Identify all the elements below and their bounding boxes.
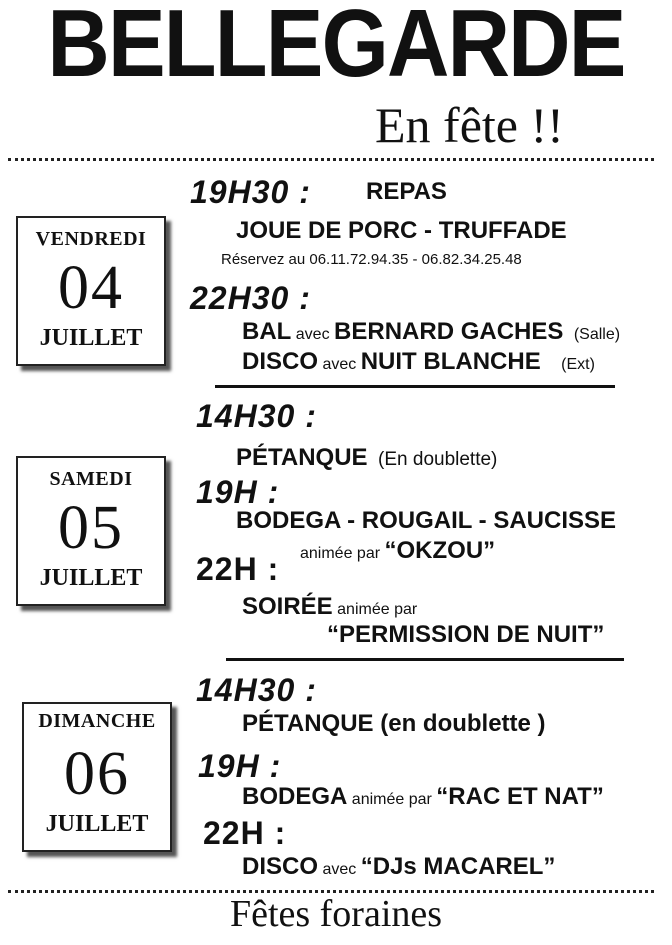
event-detail: BODEGA - ROUGAIL - SAUCISSE	[236, 507, 617, 534]
event-time: 19H :	[198, 748, 282, 784]
month-label: JUILLET	[39, 325, 143, 351]
day-number: 06	[64, 740, 130, 808]
weekday-label: VENDREDI	[35, 228, 147, 250]
date-box-sunday	[22, 702, 172, 852]
footer-text: Fêtes foraines	[229, 893, 443, 935]
event-time: 14H30 :	[196, 398, 317, 434]
page-title: BELLEGARDE	[47, 0, 625, 97]
event-time: 22H :	[196, 551, 280, 587]
event-line: PÉTANQUE (En doublette)	[236, 444, 498, 471]
event-line: SOIRÉE animée par	[242, 593, 418, 620]
day-number: 05	[58, 494, 124, 562]
date-box-saturday	[16, 456, 166, 606]
event-line: BAL avec BERNARD GACHES (Salle)	[242, 318, 621, 345]
event-time: 19H :	[196, 474, 280, 510]
event-line: DISCO avec “DJs MACAREL”	[242, 853, 556, 880]
event-time: 14H30 :	[196, 672, 317, 708]
event-detail: JOUE DE PORC - TRUFFADE	[236, 217, 567, 244]
event-detail: PÉTANQUE (en doublette )	[242, 710, 546, 737]
event-time: 22H :	[203, 815, 287, 851]
event-line: animée par “OKZOU”	[300, 537, 496, 564]
event-time: 19H30 :	[190, 174, 311, 210]
event-line: DISCO avec NUIT BLANCHE (Ext)	[242, 348, 595, 375]
event-detail: “PERMISSION DE NUIT”	[327, 621, 605, 648]
event-time: 22H30 :	[190, 280, 311, 316]
reservation-note: Réservez au 06.11.72.94.35 - 06.82.34.25.48	[221, 251, 522, 268]
month-label: JUILLET	[45, 811, 149, 837]
weekday-label: DIMANCHE	[38, 710, 156, 732]
weekday-label: SAMEDI	[49, 468, 133, 490]
day-number: 04	[58, 254, 124, 322]
month-label: JUILLET	[39, 565, 143, 591]
page-subtitle: En fête !!	[375, 97, 564, 153]
section-divider	[215, 385, 615, 388]
event-title: REPAS	[366, 178, 447, 205]
section-divider	[226, 658, 624, 661]
event-line: BODEGA animée par “RAC ET NAT”	[242, 783, 604, 810]
divider-top	[8, 158, 654, 161]
date-box-friday	[16, 216, 166, 366]
